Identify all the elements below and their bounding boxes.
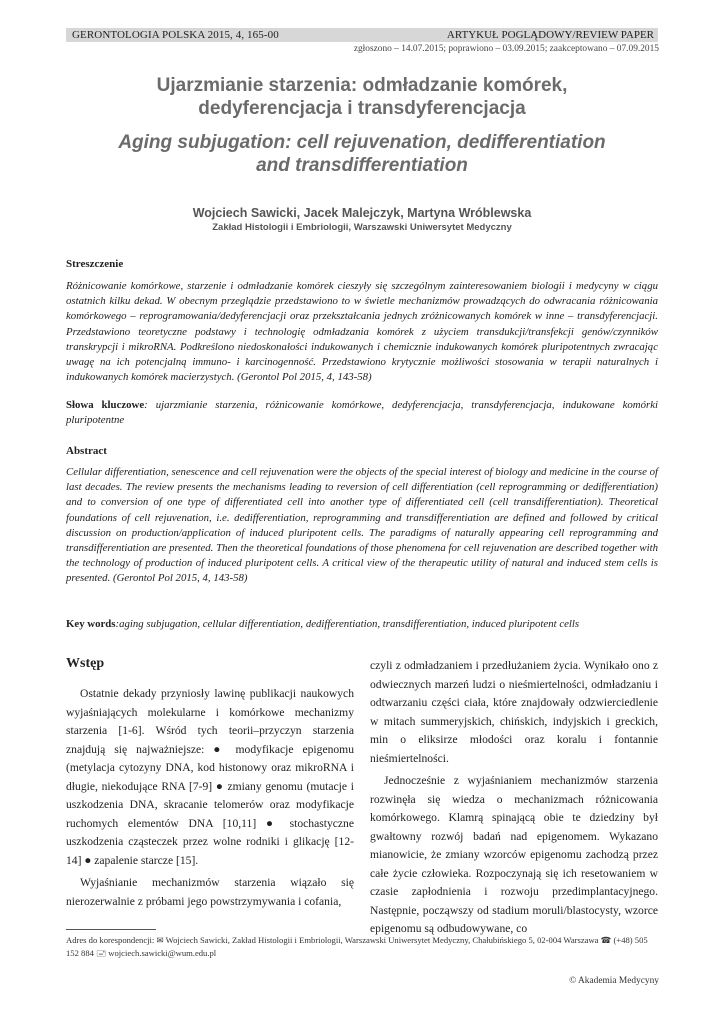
intro-left-paragraph-2: Wyjaśnianie mechanizmów starzenia wiązało się nierozerwalnie z próbami jego powstrzymywania i cofania, bbox=[66, 876, 354, 908]
title-polish-line-2: dedyferencjacja i transdyferencjacja bbox=[198, 98, 526, 119]
abstract-heading: Abstract bbox=[66, 445, 107, 457]
intro-right-paragraph-1: czyli z odmładzaniem i przedłużaniem życia. Wynikało ono z odwiecznych marzeń ludzi o nieśmiertelności, odmładzaniu i odtwarzaniu części ciała, które znajdowały odzwierciedlenie w mitach summeryjskich, chińskich, indyjskich i greckich, min o eliksirze młodości oraz koralu i fontannie nieśmiertelności. bbox=[370, 659, 658, 765]
footnote-divider bbox=[66, 929, 156, 930]
abstract-text: Cellular differentiation, senescence and cell rejuvenation were the objects of the special interest of biology and medicine in the course of last decades. The review presents the mechanisms leading to reversion of cell differentiation (cell reprogramming or dedifferentiation) and to conversion of one type of differentiated cell into another type of differentiated cell (cell transdifferentiation). Theoretical foundations of cell rejuvenation, i.e. dedifferentiation, reprogramming and transdifferentiation are defined and followed by critical discussion on production/application of induced pluripotent cells. The paradigms of naturally appearing cell reprogramming and transdifferentiation are presented. Then the theoretical foundations of those phenomena for cell rejuvenation are described together with the technology of production of induced pluripotent cells. A critical view of the therapeutic utility of natural and induced stem cells is presented. (Gerontol Pol 2015, 4, 143-58) bbox=[66, 466, 658, 585]
english-keywords-label: Key words bbox=[66, 618, 116, 630]
title-polish bbox=[66, 74, 658, 120]
polish-keywords-label: Słowa kluczowe bbox=[66, 399, 145, 411]
affiliation: Zakład Histologii i Embriologii, Warszawski Uniwersytet Medyczny bbox=[212, 222, 512, 233]
journal-citation: GERONTOLOGIA POLSKA 2015, 4, 165-00 bbox=[72, 29, 279, 41]
title-english bbox=[66, 131, 658, 177]
correspondence-footnote: Adres do korespondencji: ✉ Wojciech Sawicki, Zakład Histologii i Embriologii, Warszawski Uniwersytet Medyczny, Chałubińskiego 5, 02-004 Warszawa ☎ (+48) 505 152 884 🖃 wojciech.sawicki@wum.edu.pl bbox=[66, 935, 648, 958]
article-type: ARTYKUŁ POGLĄDOWY/REVIEW PAPER bbox=[446, 29, 654, 41]
title-english-line-1: Aging subjugation: cell rejuvenation, dedifferentiation bbox=[118, 132, 606, 153]
intro-heading: Wstęp bbox=[66, 656, 105, 671]
title-english-line-2: and transdifferentiation bbox=[256, 155, 468, 176]
streszczenie-text: Różnicowanie komórkowe, starzenie i odmładzanie komórek cieszyły się szczególnym zainteresowaniem biologii i medycyny w ciągu ostatnich kilku dekad. W obecnym przeglądzie przedstawiono to w świetle mechanizmów prowadzących do odwracania różnicowania komórkowego – reprogramowania/dedyferencjacji oraz przekształcania jednych zróżnicowanych komórek w inne – transdyferencjacji. Przedstawiono teoretyczne podstawy i technologię odmładzania komórek z użyciem transdukcji/transfekcji genów/czynników transkrypcji i mikroRNA. Podkreślono niedoskonałości indukowanych i chemicznie indukowanych komórek pluripotentnych zwracając uwagę na ich potencjalną immuno- i karcinogenność. Przedstawiono krytycznie możliwości stosowania w terapii naturalnych i indukowanych komórek macierzystych. (Gerontol Pol 2015, 4, 143-58) bbox=[66, 280, 658, 384]
english-keywords-list: :aging subjugation, cellular differentiation, dedifferentiation, transdifferentiation, induced pluripotent cells bbox=[115, 618, 580, 630]
left-column bbox=[66, 685, 354, 911]
journal-header-bar bbox=[66, 28, 658, 42]
streszczenie-heading: Streszczenie bbox=[66, 258, 124, 270]
title-polish-line-1: Ujarzmianie starzenia: odmładzanie komórek, bbox=[156, 75, 568, 96]
submission-dates: zgłoszono – 14.07.2015; poprawiono – 03.09.2015; zaakceptowano – 07.09.2015 bbox=[353, 44, 659, 54]
intro-right-paragraph-2: Jednocześnie z wyjaśnianiem mechanizmów starzenia rozwinęła się wiedza o mechanizmach różnicowania komórkowego. Klamrą spinającą obie te dziedziny był gwałtowny rozwój badań nad epigenomem. Wykazano mianowicie, że zmiany wzorców epigenomu zachodzą przez całe życie człowieka. Rozpoczynają się ich resetowaniem w czasie zapłodnienia i rozwoju przedimplantacyjnego. Następnie, począwszy od stadium moruli/blastocysty, wzorce epigenomu są odbudowywane, co bbox=[370, 774, 658, 935]
copyright-notice: © Akademia Medycyny bbox=[569, 976, 659, 986]
author-list: Wojciech Sawicki, Jacek Malejczyk, Martyna Wróblewska bbox=[192, 206, 532, 220]
polish-keywords bbox=[66, 398, 658, 428]
intro-left-paragraph-1: Ostatnie dekady przyniosły lawinę publikacji naukowych wyjaśniających molekularne i komórkowe mechanizmy starzenia [1-6]. Wśród tych teorii–przyczyn starzenia znajdują się najważniejsze: ● modyfikacje epigenomu (metylacja cytozyny DNA, kod histonowy oraz mikroRNA i długie, niekodujące RNA [7-9] ● zmiany genomu (mutacje i uszkodzenia DNA, skracanie telomerów oraz modyfikacje ruchomych elementów DNA [10,11] ● stochastyczne uszkodzenia cząsteczek przez wolne rodniki i glikację [12-14] ● zapalenie starcze [15]. bbox=[66, 687, 354, 867]
polish-keywords-list: : ujarzmianie starzenia, różnicowanie komórkowe, dedyferencjacja, transdyferencjacja, indukowane komórki pluripotentne bbox=[66, 399, 658, 427]
right-column bbox=[370, 657, 658, 939]
english-keywords bbox=[66, 617, 658, 632]
